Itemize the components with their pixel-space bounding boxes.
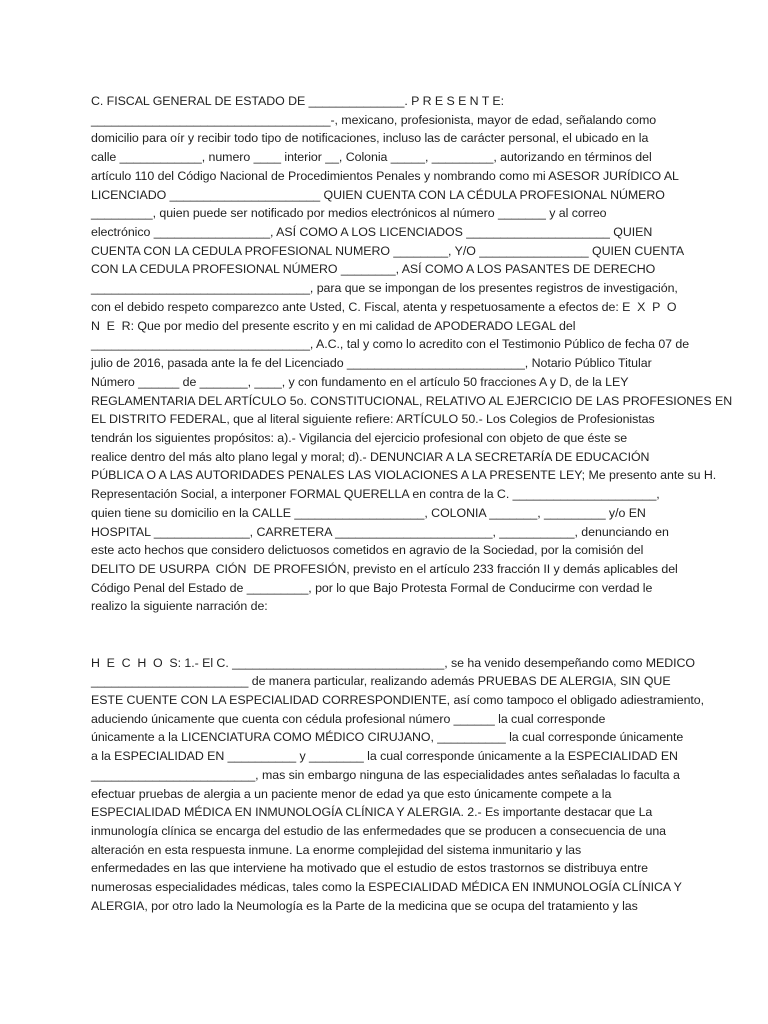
text-line: EL DISTRITO FEDERAL, que al literal siguiente refiere: ARTÍCULO 50.- Los Colegios de Profesionistas (91, 412, 655, 427)
text-line: enfermedades en las que interviene ha motivado que el estudio de estos trastornos se distribuya entre (91, 861, 649, 876)
text-line: _________, quien puede ser notificado por medios electrónicos al número _______ y al correo (91, 206, 607, 221)
text-line: CON LA CEDULA PROFESIONAL NÚMERO ________, ASÍ COMO A LOS PASANTES DE DERECHO (91, 262, 656, 277)
text-line: LICENCIADO ______________________ QUIEN CUENTA CON LA CÉDULA PROFESIONAL NÚMERO (91, 187, 665, 202)
text-line: inmunología clínica se encarga del estudio de las enfermedades que se producen a consecuencia de una (91, 824, 667, 839)
text-line: ________________________, mas sin embargo ninguna de las especialidades antes señaladas lo faculta a (91, 767, 680, 782)
text-line: Código Penal del Estado de _________, por lo que Bajo Protesta Formal de Conducirme con verdad le (91, 580, 653, 595)
text-line: PÚBLICA O A LAS AUTORIDADES PENALES LAS VIOLACIONES A LA PRESENTE LEY; Me presento ante su H. (91, 468, 717, 483)
text-line: ________________________________, A.C., tal y como lo acredito con el Testimonio Público de fecha 07 de (91, 337, 690, 352)
text-line: REGLAMENTARIA DEL ARTÍCULO 5o. CONSTITUCIONAL, RELATIVO AL EJERCICIO DE LAS PROFESIONES EN (91, 393, 733, 408)
text-line: alteración en esta respuesta inmune. La enorme complejidad del sistema inmunitario y las (91, 842, 582, 857)
text-line: DELITO DE USURPA CIÓN DE PROFESIÓN, previsto en el artículo 233 fracción II y demás aplicables del (91, 561, 678, 576)
text-line: realice dentro del más alto plano legal y moral; d).- DENUNCIAR A LA SECRETARÍA DE EDUCACIÓN (91, 449, 650, 464)
text-line: _______________________ de manera particular, realizando además PRUEBAS DE ALERGIA, SIN QUE (91, 674, 671, 689)
text-line: quien tiene su domicilio en la CALLE ___________________, COLONIA _______, _________ y/o EN (91, 505, 646, 520)
paragraph-spacer (91, 635, 691, 654)
text-line: N E R: Que por medio del presente escrito y en mi calidad de APODERADO LEGAL del (91, 318, 576, 333)
text-line: HOSPITAL ______________, CARRETERA _______________________, ___________, denunciando en (91, 524, 669, 539)
text-line: este acto hechos que considero delictuosos cometidos en agravio de la Sociedad, por la comisión del (91, 543, 644, 558)
text-line: aduciendo únicamente que cuenta con cédula profesional número ______ la cual corresponde (91, 711, 606, 726)
text-line: Representación Social, a interponer FORMAL QUERELLA en contra de la C. _____________________, (91, 487, 660, 502)
text-line: ALERGIA, por otro lado la Neumología es la Parte de la medicina que se ocupa del tratamiento y las (91, 898, 638, 913)
text-line: numerosas especialidades médicas, tales como la ESPECIALIDAD MÉDICA EN INMUNOLOGÍA CLÍNICA Y (91, 880, 682, 895)
paragraph-hechos (91, 654, 705, 916)
text-line: artículo 110 del Código Nacional de Procedimientos Penales y nombrando como mi ASESOR JURÍDICO AL (91, 168, 679, 183)
text-line: electrónico _________________, ASÍ COMO A LOS LICENCIADOS _____________________ QUIEN (91, 225, 653, 240)
text-line: ESTE CUENTE CON LA ESPECIALIDAD CORRESPONDIENTE, así como tampoco el obligado adiestramiento, (91, 693, 705, 707)
text-line: domicilio para oír y recibir todo tipo de notificaciones, incluso las de carácter personal, el ubicado en la (91, 131, 649, 146)
text-line: realizo la siguiente narración de: (91, 599, 268, 614)
text-line: C. FISCAL GENERAL DE ESTADO DE ______________. P R E S E N T E: (91, 94, 505, 108)
text-line: calle ____________, numero ____ interior __, Colonia _____, _________, autorizando en términos del (91, 150, 652, 165)
text-line: Número ______ de _______, ____, y con fundamento en el artículo 50 fracciones A y D, de la LEY (91, 374, 629, 389)
text-line: únicamente a la LICENCIATURA COMO MÉDICO CIRUJANO, __________ la cual corresponde únicamente (91, 730, 684, 745)
text-line: ESPECIALIDAD MÉDICA EN INMUNOLOGÍA CLÍNICA Y ALERGIA. 2.- Es importante destacar que La (91, 805, 653, 820)
paragraph-spacer (91, 616, 691, 635)
text-line: efectuar pruebas de alergia a un paciente menor de edad ya que esto únicamente compete a la (91, 786, 612, 801)
text-line: tendrán los siguientes propósitos: a).- Vigilancia del ejercicio profesional con objeto de que éste se (91, 430, 628, 445)
text-line: H E C H O S: 1.- El C. _______________________________, se ha venido desempeñando como MEDICO (91, 655, 696, 670)
paragraph-complaint-intro (91, 92, 733, 616)
text-line: ___________________________________-, mexicano, profesionista, mayor de edad, señalando como (91, 112, 657, 127)
text-line: julio de 2016, pasada ante la fe del Licenciado __________________________, Notario Público Titular (91, 356, 652, 371)
text-line: con el debido respeto comparezco ante Usted, C. Fiscal, atenta y respetuosamente a efectos de: E X P O (91, 299, 677, 314)
document-body (91, 92, 733, 916)
text-line: CUENTA CON LA CEDULA PROFESIONAL NUMERO ________, Y/O ________________ QUIEN CUENTA (91, 243, 685, 258)
text-line: ________________________________, para que se impongan de los presentes registros de investigación, (91, 281, 678, 296)
text-line: a la ESPECIALIDAD EN __________ y ________ la cual corresponde únicamente a la ESPECIALIDAD EN (91, 749, 678, 764)
